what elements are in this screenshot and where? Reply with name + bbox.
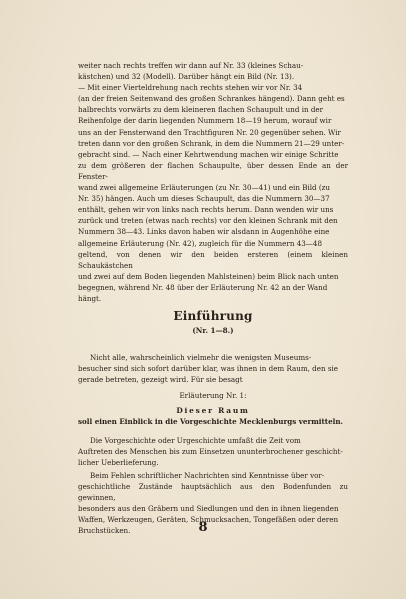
text-line: hängt.: [78, 293, 102, 303]
section-heading: Einführung: [173, 309, 253, 323]
spaced-title: Dieser Raum: [176, 406, 250, 415]
text-line: gerade betreten, gezeigt wird. Für sie besagt: [78, 375, 243, 385]
definition-paragraph: [78, 435, 348, 468]
text-line: Auftreten des Menschen bis zum Einsetzen ununterbrochener geschicht-: [78, 447, 343, 457]
text-line: weiter nach rechts treffen wir dann auf Nr. 33 (kleines Schau-: [78, 61, 304, 70]
text-line: Reihenfolge der darin liegenden Nummern 18—19 herum, worauf wir: [78, 116, 332, 126]
text-line: allgemeine Erläuterung (Nr. 42), zugleich für die Nummern 43—48: [78, 238, 323, 248]
text-line: zurück und treten (etwas nach rechts) vor den kleinen Schrank mit den: [78, 216, 338, 226]
text-line: Bruchstücken.: [78, 526, 131, 536]
text-line: licher Ueberlieferung.: [78, 458, 159, 468]
text-line: uns an der Fensterwand den Trachtfiguren Nr. 20 gegenüber sehen. Wir: [78, 127, 341, 137]
text-line: Waffen, Werkzeugen, Geräten, Schmucksachen, Tongefäßen oder deren: [78, 515, 339, 525]
text-line: gebracht sind. — Nach einer Kehrtwendung machen wir einige Schritte: [78, 149, 339, 159]
section-subheading: (Nr. 1—8.): [192, 326, 234, 335]
text-line: Beim Fehlen schriftlicher Nachrichten sind Kenntnisse über vor-: [90, 471, 325, 480]
text-line: zu dem größeren der flachen Schaupulte, über dessen Ende an der Fenster-: [78, 160, 348, 181]
intro-text: [78, 352, 348, 385]
text-line: und zwei auf dem Boden liegenden Mahlsteinen) beim Blick nach unten: [78, 271, 339, 281]
page-number: 8: [198, 520, 208, 535]
route-description-text: [78, 60, 348, 304]
text-line: kästchen) und 32 (Modell). Darüber hängt ein Bild (Nr. 13).: [78, 72, 295, 82]
text-line: Nummern 38—43. Links davon haben wir alsdann in Augenhöhe eine: [78, 227, 330, 237]
text-line: besonders aus den Gräbern und Siedlungen und den in ihnen liegenden: [78, 504, 339, 514]
text-line: enthält, gehen wir von links nach rechts herum. Dann wenden wir uns: [78, 205, 334, 215]
text-line: Nr. 35) hängen. Auch um dieses Schaupult, das die Nummern 30—37: [78, 194, 330, 204]
text-line: besucher sind sich sofort darüber klar, was ihnen in dem Raum, den sie: [78, 364, 339, 374]
text-line: geltend, von denen wir den beiden ersteren (einem kleinen Schaukästchen: [78, 249, 348, 270]
text-line: treten dann vor den großen Schrank, in dem die Nummern 21—29 unter-: [78, 138, 345, 148]
text-line: (an der freien Seitenwand des großen Schrankes hängend). Dann geht es: [78, 94, 345, 104]
explanation-statement: soll einen Einblick in die Vorgeschichte Mecklenburgs vermitteln.: [78, 417, 344, 426]
text-line: — Mit einer Vierteldrehung nach rechts stehen wir vor Nr. 34: [78, 83, 303, 93]
text-line: Die Vorgeschichte oder Urgeschichte umfaßt die Zeit vom: [90, 436, 301, 445]
text-line: halbrechts vorwärts zu dem kleineren flachen Schaupult und in der: [78, 105, 324, 115]
text-line: wand zwei allgemeine Erläuterungen (zu Nr. 30—41) und ein Bild (zu: [78, 183, 331, 193]
text-line: geschichtliche Zustände hauptsächlich aus den Bodenfunden zu gewinnen,: [78, 482, 348, 503]
explanation-caption: Erläuterung Nr. 1:: [179, 391, 247, 400]
text-line: begegnen, während Nr. 48 über der Erläuterung Nr. 42 an der Wand: [78, 282, 328, 292]
text-line: Nicht alle, wahrscheinlich vielmehr die wenigsten Museums-: [90, 353, 312, 362]
